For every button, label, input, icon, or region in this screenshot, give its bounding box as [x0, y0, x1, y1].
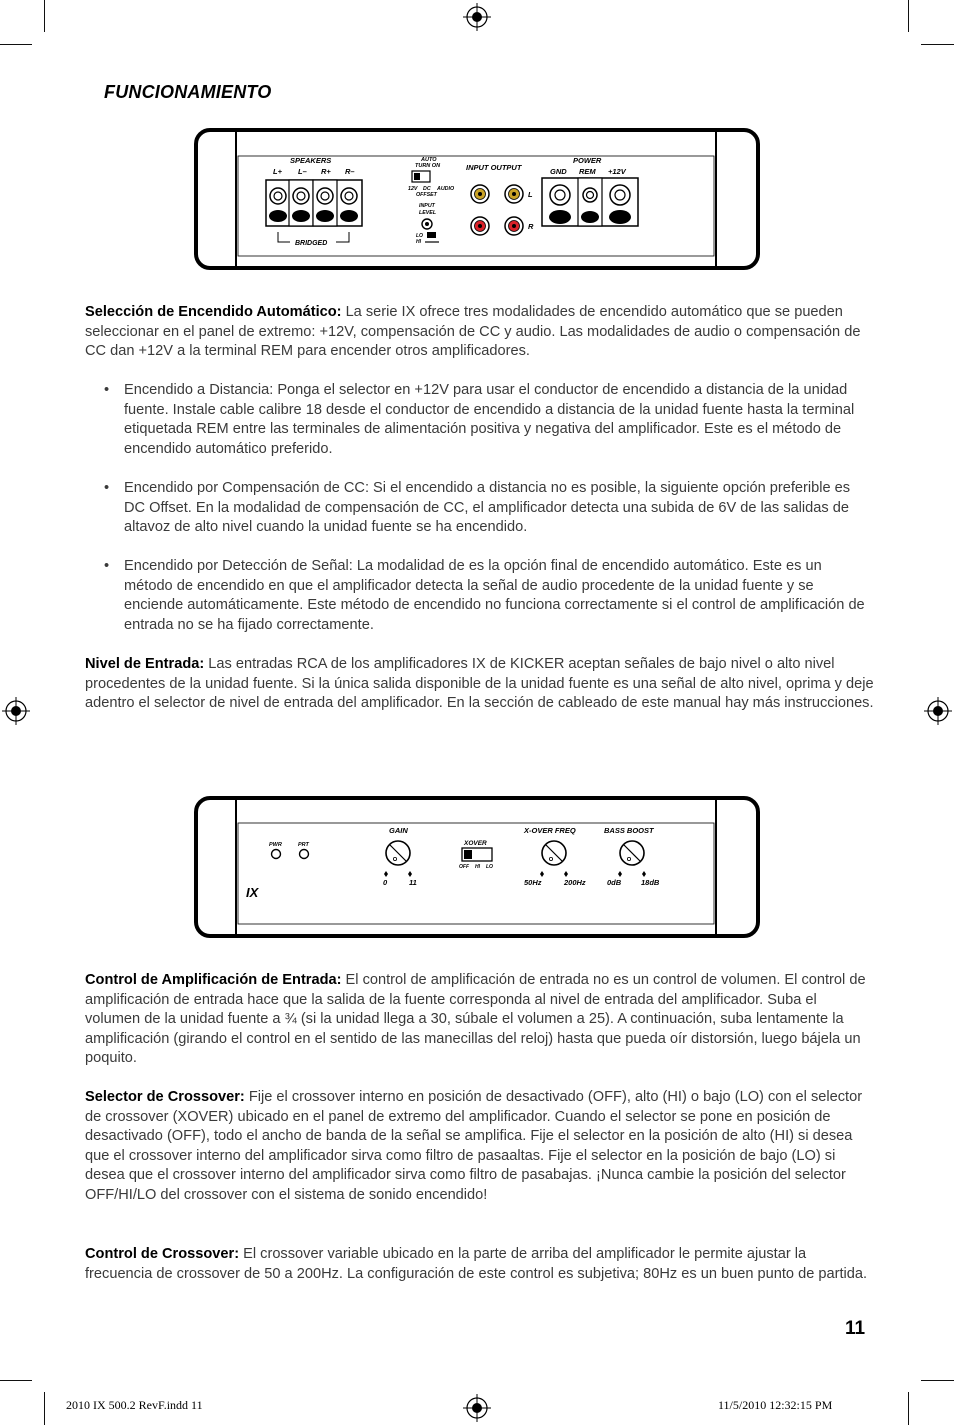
bass-min-label: 0dB [607, 878, 622, 887]
xover-freq-knob-icon [542, 841, 566, 865]
speakers-label: SPEAKERS [290, 156, 332, 165]
input-level-heading: Nivel de Entrada: [85, 656, 205, 672]
level-label: LEVEL [419, 210, 437, 216]
input-output-label: INPUT OUTPUT [466, 163, 522, 172]
footer-timestamp: 11/5/2010 12:32:15 PM [718, 1398, 833, 1412]
crop-mark [908, 1392, 909, 1425]
pwr-led-icon [272, 850, 281, 859]
lo-label: LO [416, 233, 423, 239]
power-label: POWER [573, 156, 602, 165]
plus12-label: +12V [608, 167, 626, 176]
crossover-control-section [85, 1245, 875, 1284]
crossover-selector-body: Fije el crossover interno en posición de desactivado (OFF), alto (HI) o bajo (LO) con el selector de crossover (XOVER) ubicado en el panel de extremo del amplificador. Cuando el selector se pone en posición de desactivado (OFF), todo el ancho de banda de la señal se amplifica. Fije el selector en la posición de alto (HI) si desea que el crossover interno del amplificador sirva como filtro de pasaaltas. Fije el selector en la posición de bajo (LO) si desea que el crossover interno del amplificador sirva como filtro de pasabajas. ¡Nunca cambie la posición del selector OFF/HI/LO del crossover con el sistema de sonido encendido! [85, 1089, 863, 1203]
gain-label: GAIN [389, 826, 408, 835]
auto-turn-on-heading: Selección de Encendido Automático: [85, 304, 342, 320]
xover-hi-label: HI [475, 864, 480, 870]
lminus-label: L– [298, 167, 307, 176]
speaker-terminal-block [266, 180, 362, 226]
prt-led-icon [300, 850, 309, 859]
crop-mark [921, 44, 954, 45]
freq-min-label: 50Hz [524, 878, 542, 887]
pwr-label: PWR [269, 842, 282, 848]
crossover-selector-heading: Selector de Crossover: [85, 1089, 245, 1105]
page-number: 11 [845, 1318, 866, 1339]
crop-mark [0, 44, 32, 45]
registration-mark-icon [463, 3, 491, 31]
rem-label: REM [579, 167, 596, 176]
ix-logo: IX [246, 885, 259, 900]
sw-dc-label: DC [423, 186, 431, 192]
crop-mark [921, 1380, 954, 1381]
registration-mark-icon [463, 1394, 491, 1422]
input-gain-heading: Control de Amplificación de Entrada: [85, 972, 342, 988]
amplifier-control-panel-diagram [194, 796, 760, 938]
freq-max-label: 200Hz [564, 878, 586, 887]
sw-audio-label: AUDIO [437, 186, 455, 192]
crossover-control-heading: Control de Crossover: [85, 1246, 240, 1262]
prt-label: PRT [298, 842, 309, 848]
turn-on-label: TURN ON [415, 163, 441, 169]
gnd-label: GND [550, 167, 567, 176]
input-gain-body: El control de amplificación de entrada no es un control de volumen. El control de amplificación de entrada hace que la salida de la fuente corresponda al nivel de entrada del amplificador. Suba el volumen de la unidad fuente a ¾ (si la unidad llega a 30, súbale el volumen a 25). A continuación, suba lentamente la amplificación (girando el control en el sentido de las manecillas del reloj) hasta que pueda oír distorsión, luego bájela un poquito. [85, 972, 866, 1067]
l-label: L [528, 190, 533, 199]
rplus-label: R+ [321, 167, 331, 176]
bass-boost-knob-icon [620, 841, 644, 865]
gain-min-label: 0 [383, 878, 388, 887]
crossover-selector-section [85, 1088, 875, 1206]
crop-mark [44, 0, 45, 32]
footer-filename: 2010 IX 500.2 RevF.indd 11 [66, 1398, 203, 1412]
rminus-label: R– [345, 167, 355, 176]
bullet-signal-sense: Encendido por Detección de Señal: La modalidad de es la opción final de encendido automático. Este es un método de encendido en que el amplificador detecta la señal de audio procedente de la unidad fuente y se enciende automáticamente. Este método de encendido no funciona correctamente si el control de amplificación de entrada no se ha fijado correctamente. [124, 558, 865, 633]
bullet-dc-offset: Encendido por Compensación de CC: Si el encendido a distancia no es posible, la siguiente opción preferible es DC Offset. En la modalidad de compensación de CC, el amplificador detecta una subida de 6V de las salidas de altavoz de alto nivel cuando la unidad fuente se ha encendido. [124, 480, 851, 536]
xover-off-label: OFF [459, 864, 469, 870]
input-label: INPUT [419, 203, 435, 209]
hi-label: HI [416, 239, 421, 245]
crop-mark [0, 1380, 32, 1381]
auto-turn-on-body: La serie IX ofrece tres modalidades de encendido automático que se pueden seleccionar en el panel de extremo: +12V, compensación de CC y audio. Las modalidades de audio o compensación de CC dan +12V a la terminal REM para encender otros amplificadores. [85, 304, 861, 360]
auto-turn-on-switch-icon [412, 171, 430, 182]
auto-turn-on-section [85, 303, 875, 362]
bass-boost-label: BASS BOOST [604, 826, 654, 835]
xover-switch-icon [462, 848, 492, 861]
registration-mark-icon [2, 697, 30, 725]
offset-label: OFFSET [416, 192, 437, 198]
auto-label: AUTO [421, 157, 437, 163]
bridged-label: BRIDGED [295, 240, 328, 247]
xover-lo-label: LO [486, 864, 493, 870]
lplus-label: L+ [273, 167, 282, 176]
r-label: R [528, 222, 534, 231]
xover-freq-label: X-OVER FREQ [524, 826, 576, 835]
crossover-control-body: El crossover variable ubicado en la parte de arriba del amplificador le permite ajustar la frecuencia de crossover de 50 a 200Hz. La configuración de este control es subjetiva; 80Hz es un buen punto de partida. [85, 1246, 868, 1282]
crop-mark [44, 1392, 45, 1425]
input-gain-section [85, 971, 875, 1069]
crop-mark [908, 0, 909, 32]
power-terminal-block [542, 178, 638, 226]
gain-max-label: 11 [409, 878, 417, 887]
input-level-section [85, 655, 875, 714]
bass-max-label: 18dB [641, 878, 660, 887]
sw-12v-label: 12V [408, 186, 418, 192]
gain-knob-icon [386, 841, 410, 865]
input-level-body: Las entradas RCA de los amplificadores IX de KICKER aceptan señales de bajo nivel o alto nivel procedentes de la unidad fuente. Si la única salida disponible de la unidad fuente es una señal de alto nivel, oprima y deje adentro el selector de nivel de entrada del amplificador. En la sección de cableado de este manual hay más instrucciones. [85, 656, 874, 712]
registration-mark-icon [924, 697, 952, 725]
page-title: FUNCIONAMIENTO [104, 82, 272, 102]
xover-label: XOVER [464, 840, 487, 847]
amplifier-end-panel-diagram [194, 128, 760, 270]
bullet-remote-turn-on: Encendido a Distancia: Ponga el selector en +12V para usar el conductor de encendido a distancia de la unidad fuente. Instale cable calibre 18 desde el conductor de encendido a distancia de la unidad fuente hasta la terminal etiquetada REM entre las terminales de alimentación positiva y negativa del amplificador. Este es el método de encendido automático preferido. [124, 382, 855, 457]
